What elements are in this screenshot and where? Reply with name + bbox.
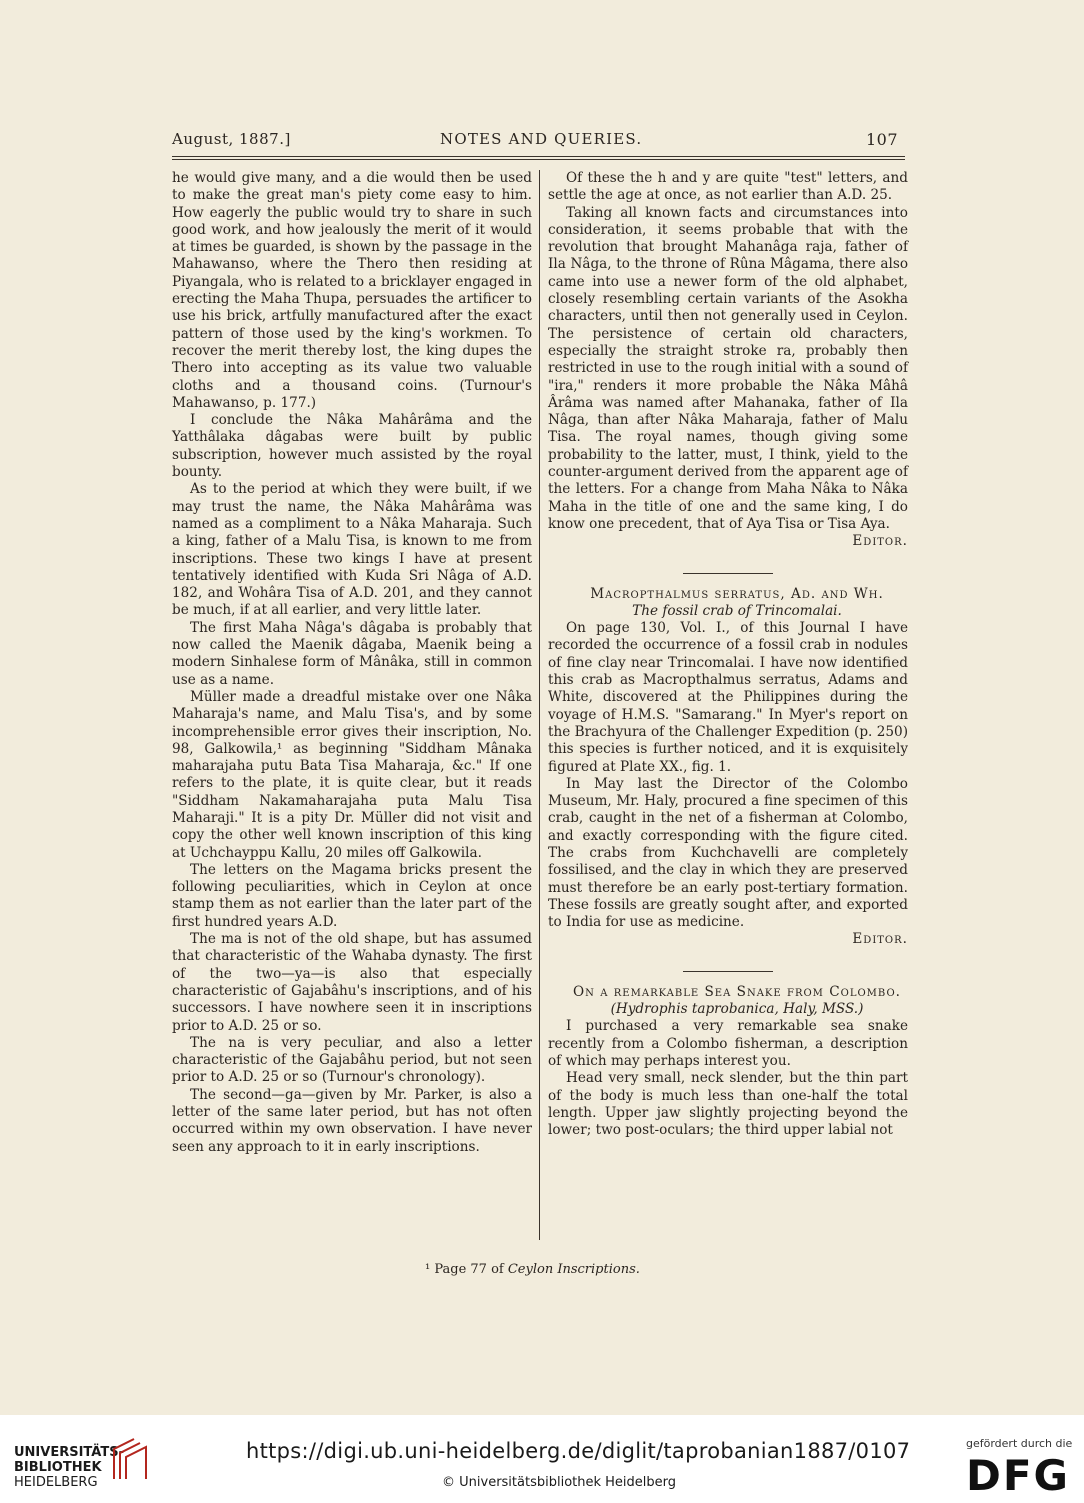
library-footer bbox=[0, 1415, 1084, 1503]
library-logo-icon bbox=[108, 1435, 150, 1483]
paragraph: The ma is not of the old shape, but has assumed that characteristic of the Wahaba dynasty. The first of the two—ya—is also that especially characteristic of Gajabâhu's inscriptions, and of his successors. I have nowhere seen it in inscriptions prior to A.D. 25 or so. bbox=[172, 931, 532, 1034]
paragraph: The letters on the Magama bricks present the following peculiarities, which in Ceylon at once stamp them as not earlier than the later part of the first hundred years A.D. bbox=[172, 861, 532, 930]
permalink-url[interactable]: https://digi.ub.uni-heidelberg.de/diglit/taprobanian1887/0107 bbox=[246, 1439, 911, 1463]
editor-signature: Editor. bbox=[852, 533, 908, 550]
paragraph: As to the period at which they were built, if we may trust the name, the Nâka Mahârâma was named as a compliment to a Nâka Maharaja. Such a king, father of a Malu Tisa, is known to me from inscriptions. These two kings I have at present tentatively identified with Kuda Sri Nâga of A.D. 182, and Wohâra Tisa of A.D. 201, and they cannot be much, if at all earlier, and very little later. bbox=[172, 481, 532, 619]
column-divider bbox=[539, 170, 540, 1240]
section-subtitle: (Hydrophis taprobanica, Haly, MSS.) bbox=[610, 1001, 864, 1018]
funder-note: gefördert durch die bbox=[966, 1437, 1073, 1450]
paragraph: Taking all known facts and circumstances into consideration, it seems probable that with the revolution that brought Mahanâga raja, father of Ila Nâga, to the throne of Rûna Mâgama, there also came into use a newer form of the old alphabet, closely resembling certain variants of the Asokha characters, until then not generally used in Ceylon. The persistence of certain old characters, especially the straight stroke ra, probably then restricted in use to the rough initial with a sound of "ira," renders it more probable the Nâka Mâhâ Ârâma was named after Mahanaka, father of Ila Nâga, than after Nâka Maharaja, father of Malu Tisa. The royal names, though giving some probability to the latter, must, I think, yield to the counter-argument derived from the apparent age of the letters. For a change from Maha Nâka to Nâka Maha in the title of one and the same king, I do know one precedent, that of Aya Tisa or Tisa Aya. bbox=[548, 204, 908, 532]
paragraph: The na is very peculiar, and also a letter characteristic of the Gajabâhu period, but not seen prior to A.D. 25 or so (Turnour's chronology). bbox=[172, 1034, 532, 1086]
section-title: Macropthalmus serratus, Ad. and Wh. bbox=[590, 585, 884, 602]
section-separator bbox=[683, 573, 773, 574]
library-name-line: UNIVERSITÄTS- bbox=[14, 1445, 124, 1460]
footnote-text: ¹ Page 77 of bbox=[425, 1262, 504, 1277]
paragraph: he would give many, and a die would then be used to make the great man's piety come easy to him. How eagerly the public would try to share in such good work, and how jealously the merit of it would at times be guarded, is shown by the passage in the Mahawanso, where the Thero then residing at Piyangala, who is related to a bricklayer engaged in erecting the Maha Thupa, persuades the artificer to use his brick, artfully manufactured after the exact pattern of those used by the king's workmen. To recover the merit thereby lost, the king dupes the Thero into accepting as its value two valuable cloths and a thousand coins. (Turnour's Mahawanso, p. 177.) bbox=[172, 170, 532, 411]
library-name-line: BIBLIOTHEK bbox=[14, 1460, 102, 1475]
paragraph: In May last the Director of the Colombo Museum, Mr. Haly, procured a fine specimen of this crab, caught in the net of a fisherman at Colombo, and exactly corresponding with the figure cited. The crabs from Kuchchavelli are completely fossilised, and the clay in which they are preserved must therefore be an early post-tertiary formation. These fossils are greatly sought after, and exported to India for use as medicine. bbox=[548, 775, 908, 931]
header-date: August, 1887.] bbox=[172, 130, 291, 148]
paragraph: I conclude the Nâka Mahârâma and the Yatthâlaka dâgabas were built by public subscription, however much assisted by the royal bounty. bbox=[172, 412, 532, 481]
paragraph: On page 130, Vol. I., of this Journal I have recorded the occurrence of a fossil crab in nodules of fine clay near Trincomalai. I have now identified this crab as Macropthalmus serratus, Adams and White, discovered at the Philippines during the voyage of H.M.S. "Samarang." In Myer's report on the Brachyura of the Challenger Expedition (p. 250) this species is further noticed, and it is exquisitely figured at Plate XX., fig. 1. bbox=[548, 620, 908, 775]
paragraph: Of these the h and y are quite "test" letters, and settle the age at once, as not earlier than A.D. 25. bbox=[548, 170, 908, 204]
paragraph: I purchased a very remarkable sea snake recently from a Colombo fisherman, a description of which may perhaps interest you. bbox=[548, 1018, 908, 1069]
footnote-italic: Ceylon Inscriptions. bbox=[507, 1262, 640, 1277]
paragraph: The first Maha Nâga's dâgaba is probably that now called the Maenik dâgaba, Maenik being a modern Sinhalese form of Mânâka, still in common use as a name. bbox=[172, 619, 532, 688]
right-column bbox=[548, 170, 908, 1139]
paragraph: The second—ga—given by Mr. Parker, is also a letter of the same later period, but has not often occurred within my own observation. I have never seen any approach to it in early inscriptions. bbox=[172, 1086, 532, 1155]
section-title: On a remarkable Sea Snake from Colombo. bbox=[573, 983, 901, 1000]
header-title: NOTES AND QUERIES. bbox=[440, 130, 643, 148]
page-number: 107 bbox=[866, 130, 899, 149]
section-separator bbox=[683, 971, 773, 972]
left-column bbox=[172, 170, 532, 1156]
header-rule-top bbox=[172, 156, 905, 157]
header-rule-bottom bbox=[172, 159, 905, 160]
dfg-logo: DFG bbox=[966, 1451, 1071, 1500]
footnote bbox=[425, 1262, 640, 1277]
section-subtitle: The fossil crab of Trincomalai. bbox=[632, 602, 842, 619]
library-name-line: HEIDELBERG bbox=[14, 1475, 98, 1490]
copyright-notice: © Universitätsbibliothek Heidelberg bbox=[442, 1475, 677, 1490]
editor-signature: Editor. bbox=[852, 931, 908, 948]
paragraph: Head very small, neck slender, but the thin part of the body is much less than one-half the total length. Upper jaw slightly projecting beyond the lower; two post-oculars; the third upper labial not bbox=[548, 1070, 908, 1139]
paragraph: Müller made a dreadful mistake over one Nâka Maharaja's name, and Malu Tisa's, and by some incomprehensible error gives their inscription, No. 98, Galkowila,¹ as beginning "Siddham Mânaka maharajaha putu Bata Tisa Maharaja, &c." If one refers to the plate, it is quite clear, but it reads "Siddham Nakamaharajaha puta Malu Tisa Maharaji." It is a pity Dr. Müller did not visit and copy the other well known inscription of this king at Uchchayppu Kallu, 20 miles off Galkowila. bbox=[172, 688, 532, 861]
